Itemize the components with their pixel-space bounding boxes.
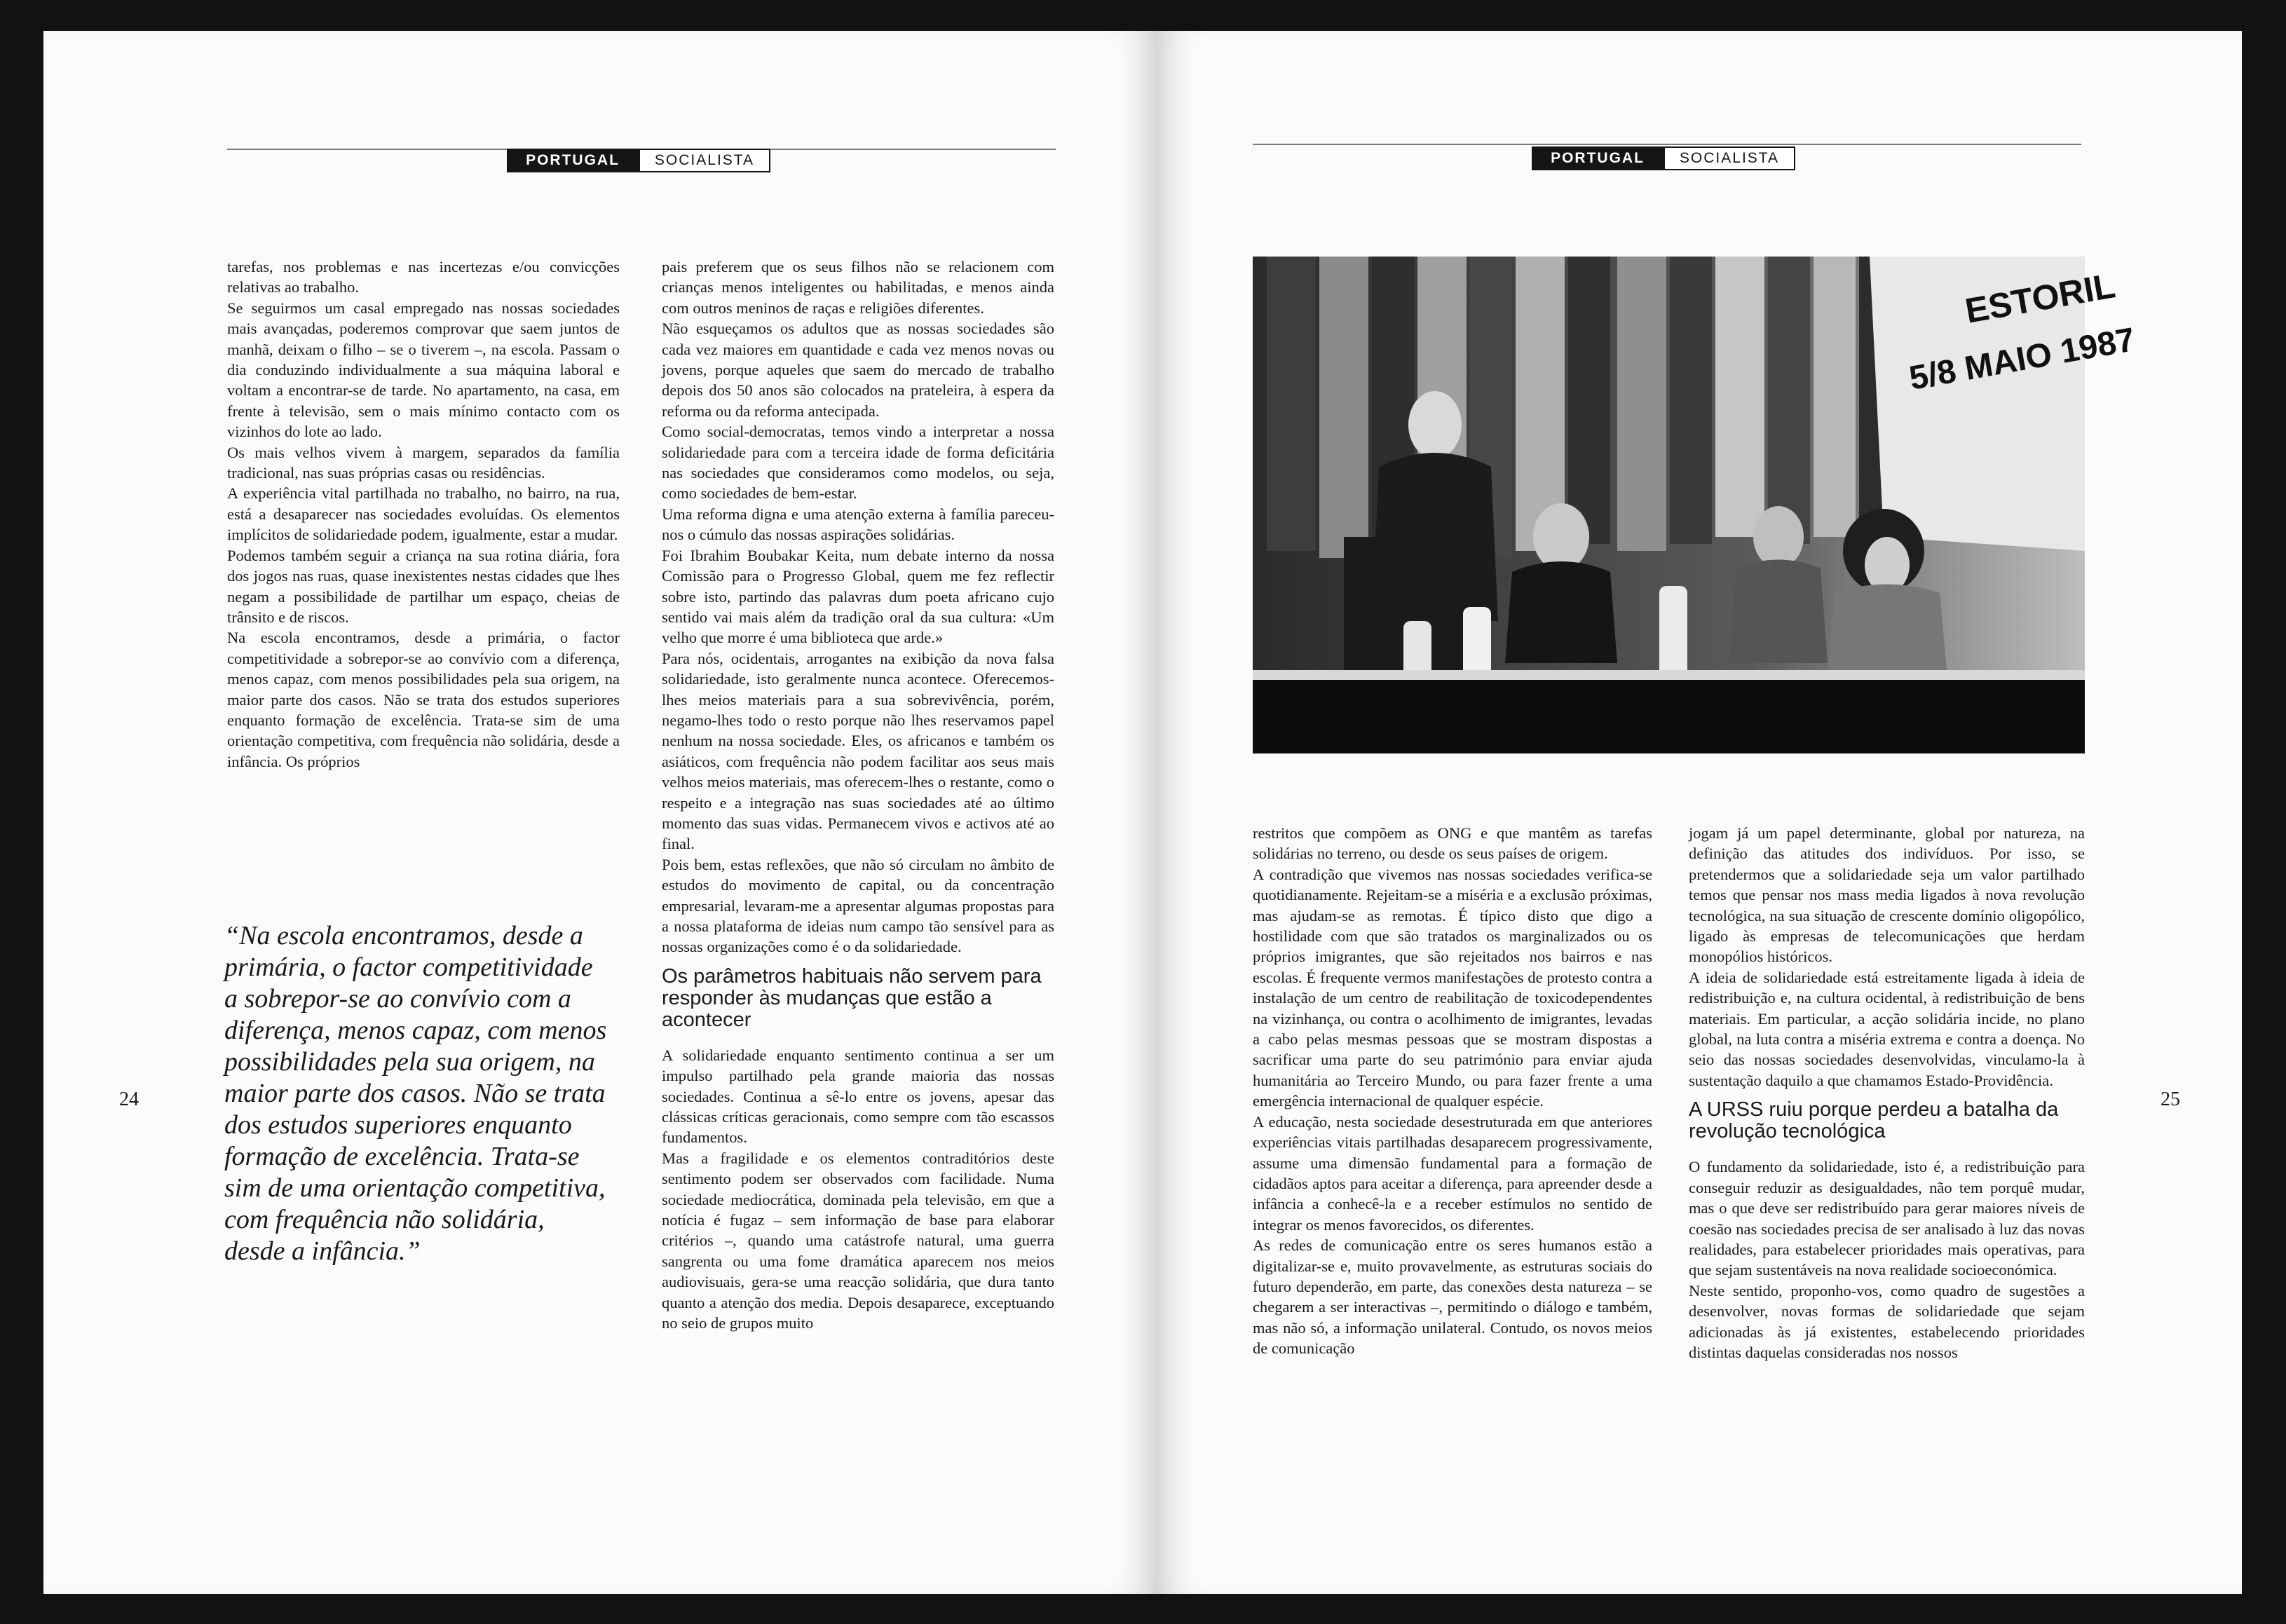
text-column-4 bbox=[1689, 823, 2085, 1363]
speaker-head bbox=[1408, 391, 1462, 458]
paragraph: O fundamento da solidariedade, isto é, a redistribuição para conseguir reduzir as desigualdades, não tem porquê mudar, mas o que deve ser redistribuído para gerar maiores níveis de coesão nas sociedades precisa de ser analisado à luz das novas realidades, para estabelecer prioridades mais operativas, para que sejam sustentáveis na nova realidade socioeconómica. bbox=[1689, 1158, 2085, 1279]
paragraph: Na escola encontramos, desde a primária, o factor competitividade a sobrepor-se ao convívio com a diferença, menos capaz, com menos possibilidades pela sua origem, na maior parte dos casos. Não se trata dos estudos superiores enquanto formação de excelência. Trata-se sim de uma orientação competitiva, com frequência não solidária, desde a infância. Os próprios bbox=[227, 629, 620, 770]
paragraph: Como social-democratas, temos vindo a interpretar a nossa solidariedade para com a terceira idade de forma deficitária nas sociedades que consideramos como modelos, ou seja, como sociedades de bem-estar. bbox=[662, 423, 1054, 503]
paragraph: Pois bem, estas reflexões, que não só circulam no âmbito de estudos do movimento de capital, ou da concentração empresarial, levaram-me a apresentar algumas propostas para a nossa plataforma de ideias num campo tão sensível para as nossas organizações como é o da solidariedade. bbox=[662, 855, 1054, 956]
header-socialista: SOCIALISTA bbox=[1664, 146, 1795, 170]
paragraph: Neste sentido, proponho-vos, como quadro de sugestões a desenvolver, novas formas de solidariedade que sejam adicionadas às já existentes, estabelecendo prioridades distintas daquelas consideradas nos nossos bbox=[1689, 1281, 2085, 1361]
page-number-left: 24 bbox=[119, 1089, 139, 1110]
conference-photo bbox=[1253, 257, 2138, 753]
page-number-right: 25 bbox=[2161, 1089, 2180, 1110]
header-rule-right bbox=[1253, 144, 2081, 145]
paragraph: tarefas, nos problemas e nas incertezas e/ou convicções relativas ao trabalho. bbox=[227, 258, 620, 296]
paragraph: A contradição que vivemos nas nossas sociedades verifica-se quotidianamente. Rejeitam-se a miséria e a exclusão próximas, mas ajudam-se as remotas. É típico disto que digo a hostilidade com que são tratados os marginalizados ou os próprios imigrantes, que são rejeitados nos bairros e nas escolas. É frequente vermos manifestações de protesto contra a instalação de um centro de reabilitação de toxicodependentes na vizinhança, ou contra o acolhimento de imigrantes, levadas a cabo pelas mesmas pessoas que se mostram dispostas a sacrificar uma parte do seu património para enviar ajuda humanitária ao Terceiro Mundo, ou para fazer frente a uma emergência internacional de qualquer espécie. bbox=[1253, 865, 1652, 1110]
paragraph: restritos que compõem as ONG e que mantêm as tarefas solidárias no terreno, ou desde os seus países de origem. bbox=[1253, 824, 1652, 863]
subheading: A URSS ruiu porque perdeu a batalha da revolução tecnológica bbox=[1689, 1098, 2059, 1143]
paragraph: Foi Ibrahim Boubakar Keita, num debate interno da nossa Comissão para o Progresso Global, quem me fez reflectir sobre isto, partindo das palavras dum poeta africano cujo sentido vai mais além da tradição oral da sua cultura: «Um velho que morre é uma biblioteca que arde.» bbox=[662, 546, 1054, 647]
paragraph: jogam já um papel determinante, global por natureza, na definição das atitudes dos indivíduos. Por isso, se pretendermos que a solidariedade seja um valor partilhado temos que pensar nos mass media ligados à nova revolução tecnológica, na sua situação de crescente domínio oligopólico, ligado às empresas de telecomunicações que herdam monopólios históricos. bbox=[1689, 824, 2085, 966]
paragraph: pais preferem que os seus filhos não se relacionem com crianças menos inteligentes ou habilitadas, e menos ainda com outros meninos de raças e religiões diferentes. bbox=[662, 258, 1054, 317]
text-column-2 bbox=[662, 257, 1054, 1334]
table bbox=[1253, 677, 2085, 753]
banner-text-estoril: ESTORIL bbox=[1962, 266, 2118, 331]
header-portugal: PORTUGAL bbox=[1532, 146, 1664, 170]
pull-quote: “Na escola encontramos, desde a primária, o factor competitividade a sobrepor-se ao convívio com a diferença, menos capaz, com menos possibilidades pela sua origem, na maior parte dos casos. Não se trata dos estudos superiores enquanto formação de excelência. Trata-se sim de uma orientação competitiva, com frequência não solidária, desde a infância.” bbox=[224, 921, 607, 1266]
paragraph: Para nós, ocidentais, arrogantes na exibição da nova falsa solidariedade, isto geralmente nunca acontece. Oferecemos-lhes meios materiais para a sua sobrevivência, porém, negamo-lhes todo o resto porque não lhes reservamos papel nenhum na nossa sociedade. Eles, os africanos e também os asiáticos, com frequência não podem facilitar aos seus mais velhos meios materiais, mas oferecem-lhes o restante, como o respeito e a integração nas suas sociedades até ao último momento das suas vidas. Permanecem vivos e activos até ao final. bbox=[662, 649, 1054, 853]
text-column-3 bbox=[1253, 823, 1652, 1359]
paragraph: Uma reforma digna e uma atenção externa à família pareceu-nos o cúmulo das nossas aspirações solidárias. bbox=[662, 505, 1054, 544]
text-column-1 bbox=[227, 257, 620, 772]
header-portugal: PORTUGAL bbox=[507, 149, 639, 172]
paragraph: Não esqueçamos os adultos que as nossas sociedades são cada vez maiores em quantidade e cada vez menos novas ou jovens, porque aqueles que saem do mercado de trabalho depois dos 50 anos são colocados na prateleira, à espera da reforma ou da reforma antecipada. bbox=[662, 320, 1054, 420]
paragraph: A educação, nesta sociedade desestruturada em que anteriores experiências vitais partilhadas desaparecem progressivamente, assume uma dimensão fundamental para a formação de cidadãos aptos para aceitar a diferença, para apreender desde a infância a conhecê-la e a receber estímulos no sentido de integrar os menos favorecidos, os diferentes. bbox=[1253, 1112, 1652, 1234]
header-socialista: SOCIALISTA bbox=[639, 149, 770, 172]
paragraph: Mas a fragilidade e os elementos contraditórios deste sentimento podem ser observados com facilidade. Numa sociedade mediocrática, dominada pela televisão, em que a notícia é fugaz – sem informação de base para elaborar critérios –, quando uma catástrofe natural, uma guerra sangrenta ou uma fome dramática aparecem nos meios audiovisuais, gera-se uma reacção solidária, que dura tanto quanto a atenção dos media. Depois desaparece, exceptuando no seio de grupos muito bbox=[662, 1149, 1054, 1332]
paragraph: A experiência vital partilhada no trabalho, no bairro, na rua, está a desaparecer nas sociedades evoluídas. Os elementos implícitos de solidariedade podem, igualmente, estar a mudar. bbox=[227, 484, 620, 544]
paragraph: Podemos também seguir a criança na sua rotina diária, fora dos jogos nas ruas, quase inexistentes nestas cidades que lhes negam a possibilidade de partilhar um espaço, cheias de trânsito e de riscos. bbox=[227, 546, 620, 626]
subheading: Os parâmetros habituais não servem para responder às mudanças que estão a acontecer bbox=[662, 964, 1042, 1031]
paragraph: Os mais velhos vivem à margem, separados da família tradicional, nas suas próprias casas ou residências. bbox=[227, 443, 620, 482]
section-header-left bbox=[507, 149, 770, 172]
banner-text-date: 5/8 MAIO 1987 bbox=[1906, 321, 2138, 397]
paragraph: Se seguirmos um casal empregado nas nossas sociedades mais avançadas, poderemos comprovar que saem juntos de manhã, deixam o filho – se o tiverem –, na escola. Passam o dia conduzindo individualmente a sua máquina laboral e voltam a encontrar-se de tarde. No apartamento, na casa, em frente à televisão, sem o mais mínimo contacto com os vizinhos do lote ao lado. bbox=[227, 299, 620, 441]
paragraph: A ideia de solidariedade está estreitamente ligada à ideia de redistribuição e, na cultura ocidental, à redistribuição de bens materiais. Em particular, a acção solidária incide, no plano global, na luta contra a miséria extrema e contra a doença. No seio das nossas sociedades desenvolvidas, vinculamo-la à sustentação daquilo a que chamamos Estado-Providência. bbox=[1689, 968, 2085, 1089]
section-header-right bbox=[1532, 146, 1795, 170]
paragraph: A solidariedade enquanto sentimento continua a ser um impulso partilhado pela grande maioria das nossas sociedades. Continua a sê-lo entre os jovens, apesar das clássicas críticas geracionais, como sempre com tão escassos fundamentos. bbox=[662, 1046, 1054, 1147]
paragraph: As redes de comunicação entre os seres humanos estão a digitalizar-se e, muito provavelmente, as estruturas sociais do futuro dependerão, em parte, das conexões desta natureza – se chegarem a ser interactivas –, permitindo o diálogo e também, mas não só, a informação unilateral. Contudo, os novos meios de comunicação bbox=[1253, 1236, 1652, 1358]
